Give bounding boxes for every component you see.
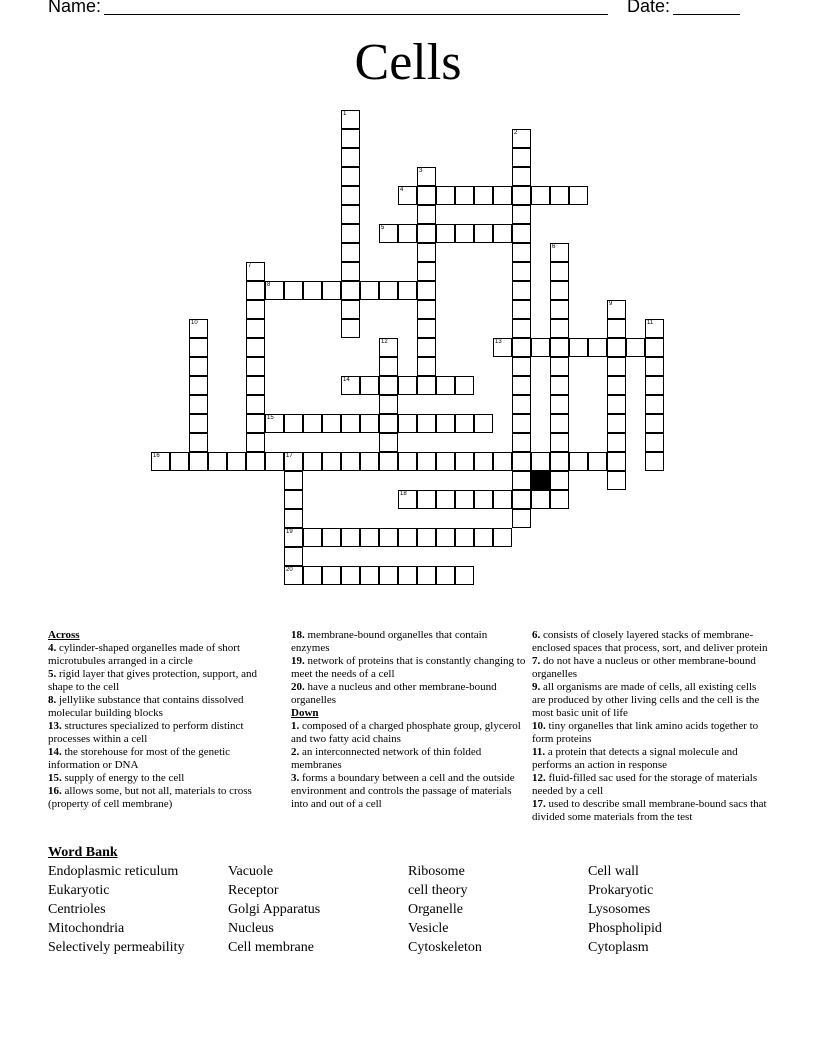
crossword-cell[interactable] <box>550 357 569 376</box>
crossword-cell[interactable] <box>284 452 303 471</box>
crossword-cell[interactable] <box>246 338 265 357</box>
crossword-cell[interactable] <box>398 281 417 300</box>
crossword-cell[interactable] <box>455 566 474 585</box>
crossword-cell[interactable] <box>398 414 417 433</box>
crossword-cell[interactable] <box>398 186 417 205</box>
word-bank-word: cell theory <box>408 883 468 898</box>
crossword-cell[interactable] <box>303 281 322 300</box>
word-bank-word: Cell wall <box>588 864 639 879</box>
crossword-cell[interactable] <box>455 490 474 509</box>
clue-number-label: 17. <box>532 798 546 810</box>
clue-number-label: 11. <box>532 746 546 758</box>
crossword-cell[interactable] <box>417 376 436 395</box>
clue-number: 14 <box>343 377 350 383</box>
clue-number-label: 2. <box>291 746 300 758</box>
crossword-cell[interactable] <box>322 566 341 585</box>
clue-number: 11 <box>647 320 654 326</box>
clue-number-label: 14. <box>48 746 62 758</box>
crossword-cell[interactable] <box>284 509 303 528</box>
crossword-cell[interactable] <box>455 414 474 433</box>
crossword-cell[interactable] <box>512 186 531 205</box>
clue-number: 15 <box>267 415 274 421</box>
crossword-cell[interactable] <box>607 452 626 471</box>
crossword-cell[interactable] <box>493 338 512 357</box>
across-clue: 5. rigid layer that gives protection, support, and shape to the cell <box>48 668 257 693</box>
down-clue: 3. forms a boundary between a cell and the outside environment and controls the passage of materials into and out of a cell <box>291 772 515 810</box>
crossword-cell[interactable] <box>493 528 512 547</box>
crossword-cell[interactable] <box>341 224 360 243</box>
crossword-cell[interactable] <box>246 414 265 433</box>
crossword-cell[interactable] <box>303 414 322 433</box>
crossword-cell[interactable] <box>189 357 208 376</box>
down-clue: 7. do not have a nucleus or other membrane-bound organelles <box>532 655 756 680</box>
crossword-cell[interactable] <box>379 395 398 414</box>
crossword-cell[interactable] <box>550 433 569 452</box>
clues-column-1 <box>48 629 278 811</box>
down-clue: 10. tiny organelles that link amino acids together to form proteins <box>532 720 759 745</box>
word-bank-word: Vacuole <box>228 864 274 879</box>
across-heading: Across <box>48 629 80 641</box>
crossword-cell[interactable] <box>512 414 531 433</box>
crossword-cell[interactable] <box>341 129 360 148</box>
crossword-cell[interactable] <box>360 281 379 300</box>
crossword-cell[interactable] <box>607 300 626 319</box>
crossword-cell[interactable] <box>284 528 303 547</box>
word-bank-word: Lysosomes <box>588 902 651 917</box>
crossword-cell[interactable] <box>531 490 550 509</box>
clue-number-label: 6. <box>532 629 541 641</box>
crossword-cell[interactable] <box>303 566 322 585</box>
crossword-cell[interactable] <box>303 528 322 547</box>
crossword-cell[interactable] <box>398 452 417 471</box>
clue-number-label: 18. <box>291 629 305 641</box>
crossword-cell[interactable] <box>341 148 360 167</box>
word-bank-word: Ribosome <box>408 864 465 879</box>
crossword-cell[interactable] <box>550 262 569 281</box>
clue-number: 3 <box>419 168 423 174</box>
crossword-cell[interactable] <box>322 281 341 300</box>
crossword-cell[interactable] <box>379 338 398 357</box>
crossword-cell[interactable] <box>512 357 531 376</box>
crossword-cell[interactable] <box>379 566 398 585</box>
crossword-cell[interactable] <box>417 186 436 205</box>
crossword-cell[interactable] <box>512 243 531 262</box>
crossword-cell[interactable] <box>607 471 626 490</box>
crossword-cell[interactable] <box>417 319 436 338</box>
clue-number: 2 <box>514 130 518 136</box>
clues-column-2 <box>291 629 526 811</box>
crossword-cell[interactable] <box>550 490 569 509</box>
crossword-cell[interactable] <box>398 528 417 547</box>
crossword-cell[interactable] <box>189 319 208 338</box>
crossword-cell[interactable] <box>569 338 588 357</box>
crossword-cell[interactable] <box>512 167 531 186</box>
crossword-cell[interactable] <box>341 243 360 262</box>
crossword-cell[interactable] <box>436 224 455 243</box>
down-clue: 9. all organisms are made of cells, all existing cells are produced by other living cells and the cell is the most basic unit of life <box>532 681 760 719</box>
crossword-cell[interactable] <box>322 452 341 471</box>
word-bank-title: Word Bank <box>48 845 118 860</box>
crossword-cell[interactable] <box>607 395 626 414</box>
crossword-cell[interactable] <box>474 224 493 243</box>
crossword-cell[interactable] <box>284 281 303 300</box>
clue-number-label: 10. <box>532 720 546 732</box>
across-clue: 19. network of proteins that is constantly changing to meet the needs of a cell <box>291 655 526 680</box>
crossword-cell[interactable] <box>246 433 265 452</box>
crossword-cell[interactable] <box>512 148 531 167</box>
crossword-cell[interactable] <box>550 186 569 205</box>
name-label: Name: <box>48 0 102 16</box>
clue-number-label: 12. <box>532 772 546 784</box>
crossword-cell[interactable] <box>607 376 626 395</box>
crossword-cell[interactable] <box>569 186 588 205</box>
crossword-cell[interactable] <box>284 566 303 585</box>
word-bank-word: Cell membrane <box>228 940 314 955</box>
word-bank-word: Cytoplasm <box>588 940 649 955</box>
crossword-cell[interactable] <box>265 452 284 471</box>
crossword-cell[interactable] <box>531 338 550 357</box>
down-clue: 17. used to describe small membrane-bound sacs that divided some materials from the test <box>532 798 767 823</box>
crossword-cell[interactable] <box>341 319 360 338</box>
clue-number: 10 <box>191 320 198 326</box>
clue-number: 9 <box>609 301 613 307</box>
clue-number-label: 15. <box>48 772 62 784</box>
crossword-cell[interactable] <box>474 452 493 471</box>
crossword-cell[interactable] <box>265 414 284 433</box>
crossword-cell[interactable] <box>645 357 664 376</box>
crossword-cell[interactable] <box>246 281 265 300</box>
crossword-cell[interactable] <box>512 319 531 338</box>
crossword-cell[interactable] <box>550 319 569 338</box>
crossword-cell[interactable] <box>246 300 265 319</box>
crossword-cell[interactable] <box>246 262 265 281</box>
word-bank-word: Vesicle <box>408 921 449 936</box>
crossword-cell[interactable] <box>607 319 626 338</box>
crossword-cell[interactable] <box>417 357 436 376</box>
crossword-cell[interactable] <box>417 167 436 186</box>
crossword-cell[interactable] <box>436 376 455 395</box>
down-clue: 2. an interconnected network of thin folded membranes <box>291 746 482 771</box>
across-clue: 18. membrane-bound organelles that contain enzymes <box>291 629 488 654</box>
crossword-cell[interactable] <box>607 414 626 433</box>
crossword-cell[interactable] <box>512 471 531 490</box>
crossword-cell[interactable] <box>455 376 474 395</box>
crossword-cell[interactable] <box>341 186 360 205</box>
crossword-cell[interactable] <box>265 281 284 300</box>
crossword-cell[interactable] <box>550 376 569 395</box>
clue-number: 19 <box>286 529 293 535</box>
crossword-cell[interactable] <box>360 566 379 585</box>
across-clue: 15. supply of energy to the cell <box>48 772 185 784</box>
crossword-cell[interactable] <box>569 452 588 471</box>
crossword-cell[interactable] <box>417 452 436 471</box>
crossword-cell[interactable] <box>341 110 360 129</box>
crossword-cell[interactable] <box>607 433 626 452</box>
clue-number-label: 9. <box>532 681 541 693</box>
crossword-cell[interactable] <box>417 281 436 300</box>
crossword-cell[interactable] <box>550 452 569 471</box>
crossword-cell[interactable] <box>227 452 246 471</box>
clue-number: 13 <box>495 339 502 345</box>
clue-number-label: 7. <box>532 655 541 667</box>
clue-number: 20 <box>286 567 293 573</box>
crossword-cell[interactable] <box>512 433 531 452</box>
clue-number: 16 <box>153 453 160 459</box>
crossword-cell[interactable] <box>379 433 398 452</box>
clue-number: 7 <box>248 263 252 269</box>
crossword-cell[interactable] <box>341 566 360 585</box>
across-clue: 8. jellylike substance that contains dissolved molecular building blocks <box>48 694 244 719</box>
crossword-cell[interactable] <box>550 281 569 300</box>
down-heading: Down <box>291 707 319 719</box>
crossword-cell[interactable] <box>189 452 208 471</box>
crossword-cell[interactable] <box>436 186 455 205</box>
across-clue: 4. cylinder-shaped organelles made of short microtubules arranged in a circle <box>48 642 241 667</box>
word-bank-word: Mitochondria <box>48 921 125 936</box>
crossword-cell[interactable] <box>474 490 493 509</box>
crossword-cell[interactable] <box>189 414 208 433</box>
crossword-cell[interactable] <box>284 547 303 566</box>
crossword-cell[interactable] <box>436 566 455 585</box>
clue-number: 1 <box>343 111 347 117</box>
crossword-cell[interactable] <box>398 224 417 243</box>
crossword-cell[interactable] <box>493 490 512 509</box>
crossword-cell[interactable] <box>246 357 265 376</box>
clue-number-label: 13. <box>48 720 62 732</box>
crossword-cell[interactable] <box>512 509 531 528</box>
crossword-cell[interactable] <box>303 452 322 471</box>
crossword-cell[interactable] <box>474 528 493 547</box>
crossword-cell[interactable] <box>379 224 398 243</box>
crossword-cell[interactable] <box>246 376 265 395</box>
crossword-cell[interactable] <box>512 129 531 148</box>
crossword-cell[interactable] <box>360 414 379 433</box>
crossword-cell[interactable] <box>208 452 227 471</box>
crossword-cell[interactable] <box>417 224 436 243</box>
word-bank-word: Endoplasmic reticulum <box>48 864 179 879</box>
clue-number-label: 20. <box>291 681 305 693</box>
crossword-cell[interactable] <box>398 566 417 585</box>
word-bank-word: Nucleus <box>228 921 274 936</box>
crossword-cell[interactable] <box>322 528 341 547</box>
crossword-cell[interactable] <box>360 452 379 471</box>
crossword-cell[interactable] <box>341 167 360 186</box>
crossword-cell[interactable] <box>645 319 664 338</box>
crossword-cell[interactable] <box>550 471 569 490</box>
word-bank-word: Eukaryotic <box>48 883 110 898</box>
crossword-cell[interactable] <box>379 281 398 300</box>
crossword-cell[interactable] <box>379 414 398 433</box>
crossword-cell[interactable] <box>512 376 531 395</box>
crossword-cell[interactable] <box>341 300 360 319</box>
crossword-cell[interactable] <box>512 395 531 414</box>
crossword-cell[interactable] <box>246 395 265 414</box>
word-bank-word: Golgi Apparatus <box>228 902 321 917</box>
crossword-cell[interactable] <box>550 300 569 319</box>
crossword-cell[interactable] <box>550 414 569 433</box>
crossword-cell[interactable] <box>417 566 436 585</box>
crossword-cell[interactable] <box>436 528 455 547</box>
crossword-cell[interactable] <box>284 490 303 509</box>
word-bank-word: Cytoskeleton <box>408 940 482 955</box>
clue-number: 8 <box>267 282 271 288</box>
crossword-cell[interactable] <box>455 224 474 243</box>
crossword-cell[interactable] <box>341 281 360 300</box>
crossword-cell[interactable] <box>588 452 607 471</box>
down-clue: 1. composed of a charged phosphate group, glycerol and two fatty acid chains <box>291 720 521 745</box>
date-label: Date: <box>627 0 671 16</box>
crossword-cell[interactable] <box>588 338 607 357</box>
crossword-cell[interactable] <box>360 376 379 395</box>
clue-number-label: 5. <box>48 668 57 680</box>
crossword-cell[interactable] <box>360 528 379 547</box>
crossword-cell[interactable] <box>417 300 436 319</box>
crossword-cell[interactable] <box>284 414 303 433</box>
crossword-cell[interactable] <box>189 395 208 414</box>
clue-number: 5 <box>381 225 385 231</box>
crossword-cell[interactable] <box>341 414 360 433</box>
clue-number-label: 3. <box>291 772 300 784</box>
across-clue: 14. the storehouse for most of the genetic information or DNA <box>48 746 231 771</box>
crossword-cell[interactable] <box>607 338 626 357</box>
crossword-cell[interactable] <box>341 528 360 547</box>
clue-number-label: 1. <box>291 720 300 732</box>
clue-number-label: 19. <box>291 655 305 667</box>
crossword-cell[interactable] <box>246 319 265 338</box>
crossword-cell[interactable] <box>645 338 664 357</box>
crossword-cell[interactable] <box>417 490 436 509</box>
crossword-cell[interactable] <box>626 338 645 357</box>
down-clue: 12. fluid-filled sac used for the storage of materials needed by a cell <box>532 772 758 797</box>
crossword-cell[interactable] <box>379 528 398 547</box>
crossword-cell[interactable] <box>512 452 531 471</box>
crossword-cell[interactable] <box>645 376 664 395</box>
crossword-cell[interactable] <box>455 186 474 205</box>
crossword-cell[interactable] <box>550 243 569 262</box>
crossword-cell[interactable] <box>436 452 455 471</box>
crossword-cell[interactable] <box>417 338 436 357</box>
crossword-cell[interactable] <box>284 471 303 490</box>
crossword-cell[interactable] <box>379 452 398 471</box>
word-bank-word: Receptor <box>228 883 279 898</box>
crossword-cell[interactable] <box>398 376 417 395</box>
clue-number: 4 <box>400 187 404 193</box>
crossword-cell[interactable] <box>341 262 360 281</box>
crossword-cell[interactable] <box>455 452 474 471</box>
crossword-cell[interactable] <box>512 338 531 357</box>
crossword-cell[interactable] <box>512 224 531 243</box>
crossword-cell[interactable] <box>512 300 531 319</box>
crossword-cell[interactable] <box>645 414 664 433</box>
across-clue: 13. structures specialized to perform distinct processes within a cell <box>48 720 244 745</box>
crossword-cell[interactable] <box>417 528 436 547</box>
word-bank-word: Phospholipid <box>588 921 662 936</box>
crossword-cell[interactable] <box>417 262 436 281</box>
crossword-cell[interactable] <box>436 490 455 509</box>
crossword-cell[interactable] <box>246 452 265 471</box>
word-bank-word: Selectively permeability <box>48 940 185 955</box>
crossword-cell[interactable] <box>417 205 436 224</box>
crossword-cell[interactable] <box>398 490 417 509</box>
crossword-cell[interactable] <box>512 490 531 509</box>
across-clue: 16. allows some, but not all, materials to cross (property of cell membrane) <box>48 785 252 810</box>
crossword-cell[interactable] <box>189 338 208 357</box>
crossword-cell[interactable] <box>607 357 626 376</box>
crossword-cell[interactable] <box>379 357 398 376</box>
crossword-cell[interactable] <box>550 338 569 357</box>
crossword-cell[interactable] <box>550 395 569 414</box>
crossword-block <box>531 471 550 490</box>
crossword-cell[interactable] <box>189 376 208 395</box>
crossword-cell[interactable] <box>151 452 170 471</box>
crossword-cell[interactable] <box>322 414 341 433</box>
word-bank-word: Organelle <box>408 902 463 917</box>
crossword-cell[interactable] <box>645 433 664 452</box>
crossword-cell[interactable] <box>170 452 189 471</box>
down-clue: 6. consists of closely layered stacks of membrane-enclosed spaces that process, sort, and deliver protein <box>532 629 768 654</box>
crossword-cell[interactable] <box>531 452 550 471</box>
crossword-cell[interactable] <box>455 528 474 547</box>
clue-number: 18 <box>400 491 407 497</box>
down-clue: 11. a protein that detects a signal molecule and performs an action in response <box>532 746 738 771</box>
crossword-cell[interactable] <box>512 205 531 224</box>
crossword-cell[interactable] <box>341 376 360 395</box>
crossword-cell[interactable] <box>436 414 455 433</box>
crossword-cell[interactable] <box>493 452 512 471</box>
crossword-cell[interactable] <box>474 186 493 205</box>
clues-column-3 <box>532 629 768 824</box>
page-title: Cells <box>354 34 462 91</box>
clue-number: 6 <box>552 244 556 250</box>
clue-number-label: 16. <box>48 785 62 797</box>
word-bank-word: Prokaryotic <box>588 883 654 898</box>
crossword-cell[interactable] <box>379 376 398 395</box>
crossword-cell[interactable] <box>493 186 512 205</box>
crossword-cell[interactable] <box>341 452 360 471</box>
crossword-cell[interactable] <box>512 281 531 300</box>
crossword-cell[interactable] <box>417 414 436 433</box>
crossword-cell[interactable] <box>417 243 436 262</box>
crossword-cell[interactable] <box>645 395 664 414</box>
crossword-cell[interactable] <box>474 414 493 433</box>
crossword-cell[interactable] <box>531 186 550 205</box>
clue-number-label: 4. <box>48 642 57 654</box>
across-clue: 20. have a nucleus and other membrane-bound organelles <box>291 681 497 706</box>
clue-number-label: 8. <box>48 694 57 706</box>
clue-number: 12 <box>381 339 388 345</box>
crossword-cell[interactable] <box>645 452 664 471</box>
word-bank-word: Centrioles <box>48 902 106 917</box>
crossword-cell[interactable] <box>189 433 208 452</box>
clue-number: 17 <box>286 453 293 459</box>
crossword-cell[interactable] <box>341 205 360 224</box>
crossword-cell[interactable] <box>493 224 512 243</box>
crossword-cell[interactable] <box>512 262 531 281</box>
